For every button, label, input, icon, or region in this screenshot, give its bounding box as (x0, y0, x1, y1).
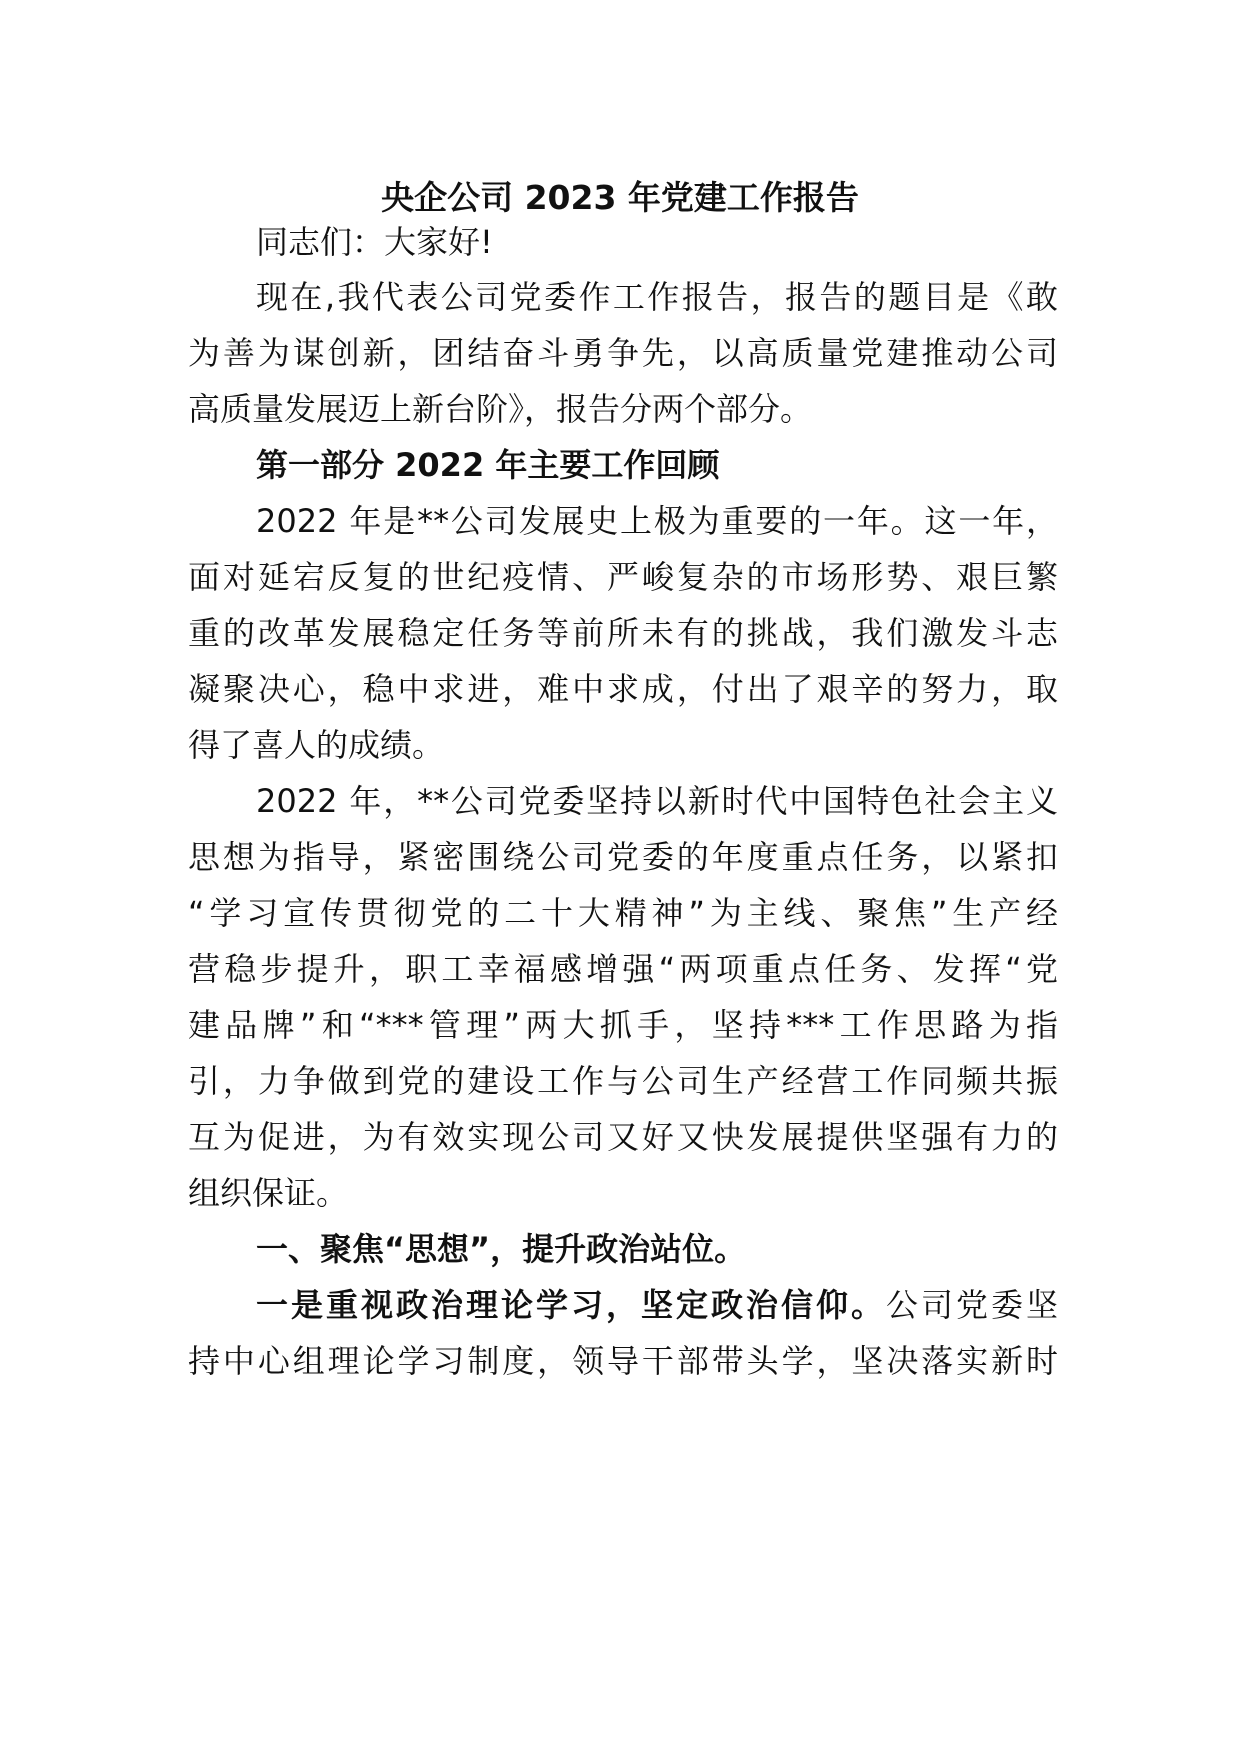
paragraph2-line-5: 建品牌”和“***管理”两大抓手，坚持***工作思路为指 (188, 1006, 1058, 1044)
paragraph2-line-6: 引，力争做到党的建设工作与公司生产经营工作同频共振 (188, 1062, 1058, 1100)
paragraph1-line-2: 面对延宕反复的世纪疫情、严峻复杂的市场形势、艰巨繁 (188, 558, 1058, 596)
paragraph1-line-5: 得了喜人的成绩。 (188, 726, 445, 764)
section1-heading: 一、聚焦“思想”，提升政治站位。 (256, 1230, 747, 1268)
paragraph2-line-8: 组织保证。 (188, 1174, 349, 1212)
item1-rest: 公司党委坚 (885, 1286, 1058, 1324)
document-title: 央企公司 2023 年党建工作报告 (381, 178, 859, 217)
item1-lead: 一是重视政治理论学习，坚定政治信仰。 (256, 1286, 886, 1324)
paragraph2-line-4: 营稳步提升，职工幸福感增强“两项重点任务、发挥“党 (188, 950, 1058, 988)
paragraph2-line-7: 互为促进，为有效实现公司又好又快发展提供坚强有力的 (188, 1118, 1058, 1156)
item1-line-1 (256, 1285, 1058, 1325)
paragraph2-line-2: 思想为指导，紧密围绕公司党委的年度重点任务，以紧扣 (188, 838, 1058, 876)
paragraph2-line-3: “学习宣传贯彻党的二十大精神”为主线、聚焦”生产经 (188, 894, 1058, 932)
paragraph1-line-1: 2022 年是**公司发展史上极为重要的一年。这一年， (256, 502, 1058, 540)
greeting: 同志们：大家好! (256, 223, 493, 261)
paragraph1-line-3: 重的改革发展稳定任务等前所未有的挑战，我们激发斗志 (188, 614, 1058, 652)
part1-heading: 第一部分 2022 年主要工作回顾 (256, 446, 720, 484)
item1-line-2: 持中心组理论学习制度，领导干部带头学，坚决落实新时 (188, 1342, 1058, 1380)
intro-line-2: 为善为谋创新，团结奋斗勇争先，以高质量党建推动公司 (188, 334, 1058, 372)
paragraph2-line-1: 2022 年，**公司党委坚持以新时代中国特色社会主义 (256, 782, 1058, 820)
intro-line-1: 现在,我代表公司党委作工作报告，报告的题目是《敢 (256, 278, 1058, 316)
paragraph1-line-4: 凝聚决心，稳中求进，难中求成，付出了艰辛的努力，取 (188, 670, 1058, 708)
intro-line-3: 高质量发展迈上新台阶》，报告分两个部分。 (188, 390, 813, 428)
